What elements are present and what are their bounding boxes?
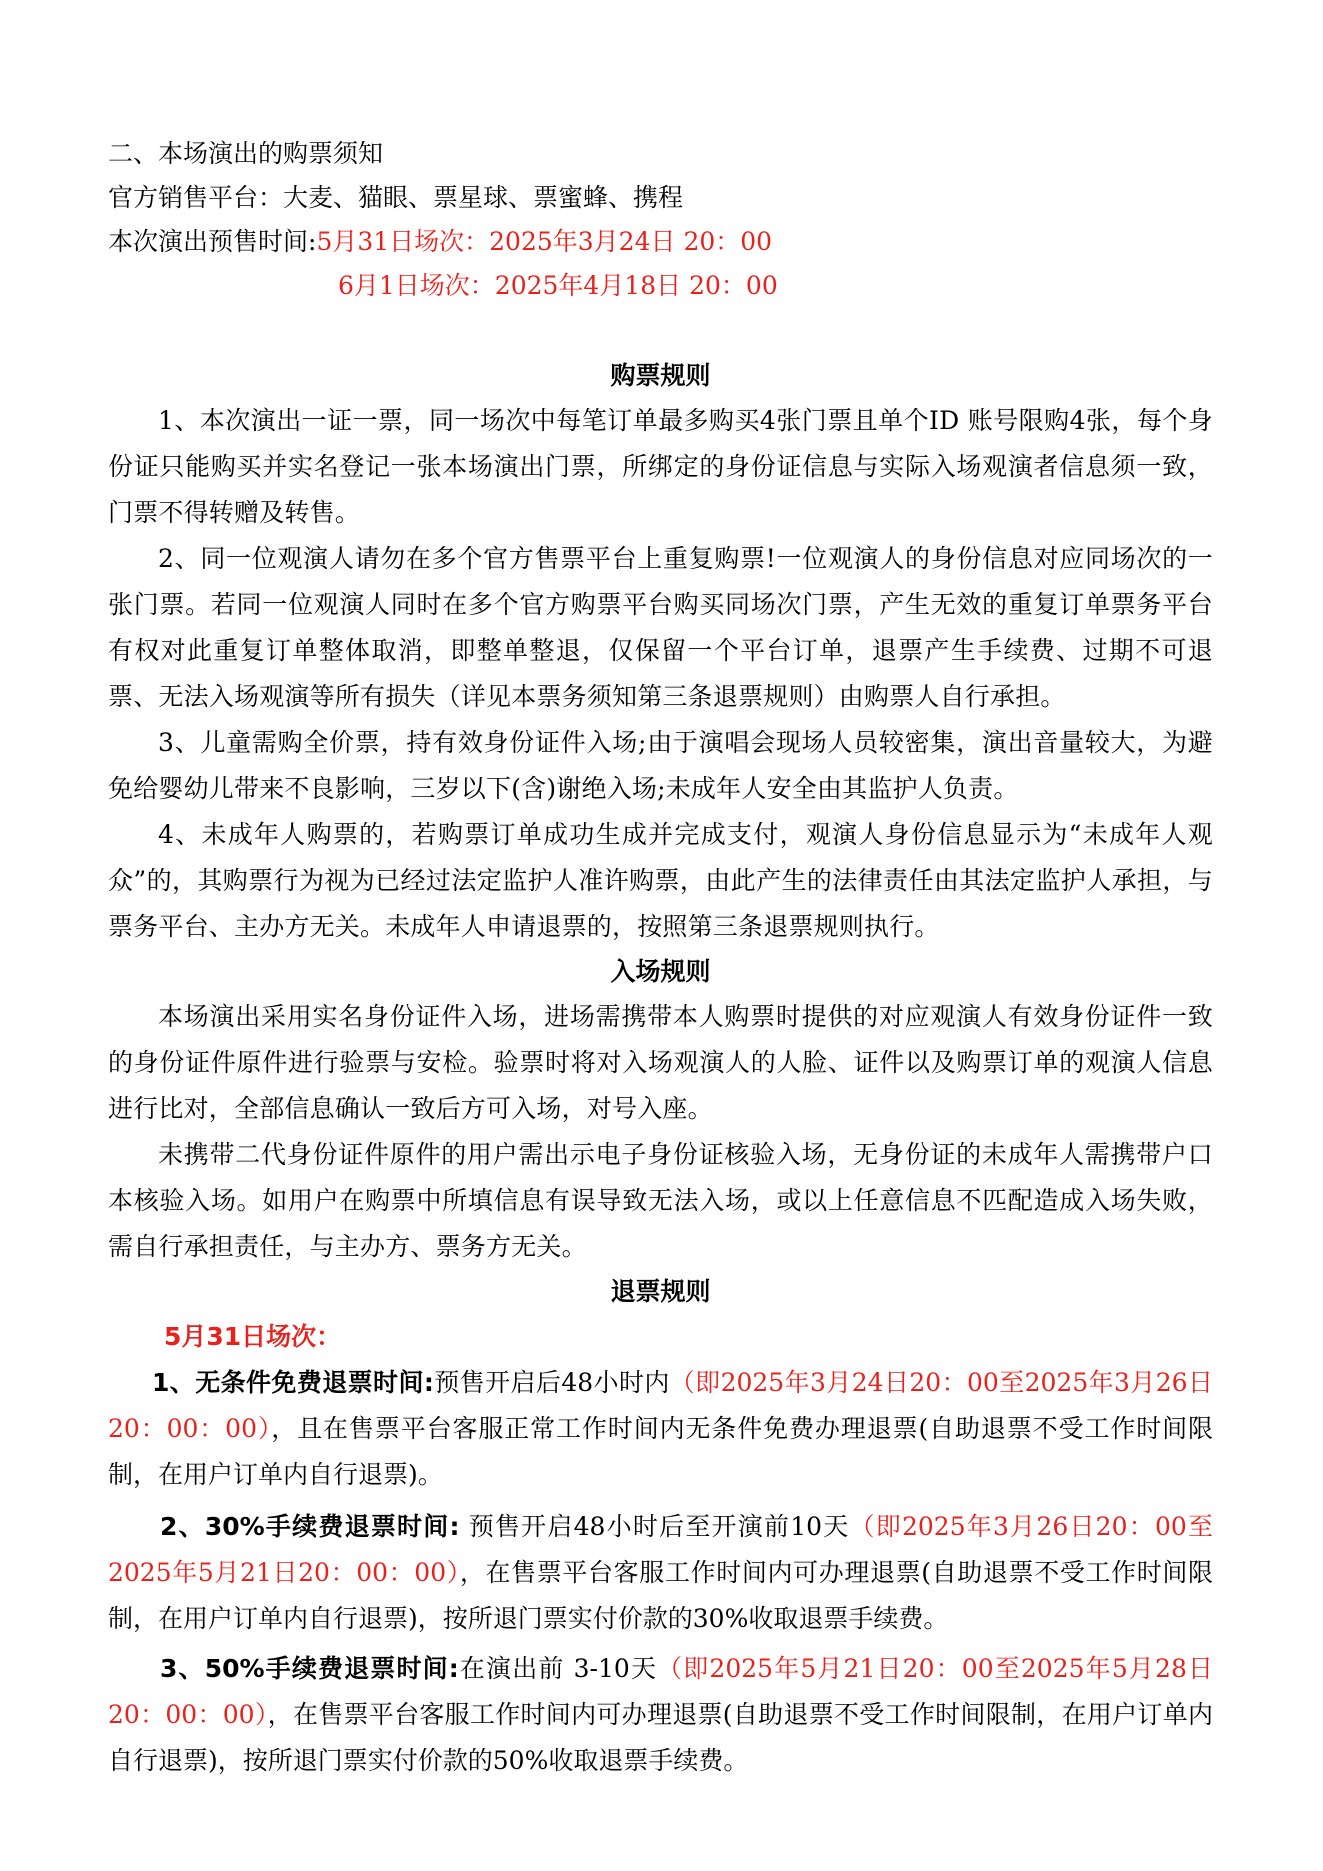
refund-rule-1	[108, 1360, 1213, 1498]
refund-rule-3	[108, 1646, 1213, 1784]
purchase-rule-1: 1、本次演出一证一票，同一场次中每笔订单最多购买4张门票且单个ID 账号限购4张，每个身份证只能购买并实名登记一张本场演出门票，所绑定的身份证信息与实际入场观演者信息须一致，门票不得转赠及转售。	[108, 406, 1213, 527]
purchase-rule-4: 4、未成年人购票的，若购票订单成功生成并完成支付，观演人身份信息显示为“未成年人观众”的，其购票行为视为已经过法定监护人准许购票，由此产生的法律责任由其法定监护人承担，与票务平台、主办方无关。未成年人申请退票的，按照第三条退票规则执行。	[108, 820, 1213, 941]
presale-session-2: 6月1日场次：2025年4月18日 20：00	[338, 271, 778, 300]
purchase-rules-heading: 购票规则	[610, 361, 711, 390]
top-margin	[108, 0, 1213, 132]
spacer	[108, 308, 1213, 354]
entry-rule-2: 未携带二代身份证件原件的用户需出示电子身份证核验入场，无身份证的未成年人需携带户口本核验入场。如用户在购票中所填信息有误导致无法入场，或以上任意信息不匹配造成入场失败，需自行承担责任，与主办方、票务方无关。	[108, 1140, 1213, 1261]
purchase-rule-2: 2、同一位观演人请勿在多个官方售票平台上重复购票!一位观演人的身份信息对应同场次的一张门票。若同一位观演人同时在多个官方购票平台购买同场次门票，产生无效的重复订单票务平台有权对此重复订单整体取消，即整单整退，仅保留一个平台订单，退票产生手续费、过期不可退票、无法入场观演等所有损失（详见本票务须知第三条退票规则）由购票人自行承担。	[108, 544, 1213, 711]
presale-label: 本次演出预售时间:	[108, 227, 317, 256]
entry-rules-heading: 入场规则	[610, 957, 711, 986]
refund-rule-2-text-a: 预售开启48小时后至开演前10天	[459, 1512, 850, 1541]
refund-rules-heading: 退票规则	[610, 1277, 711, 1306]
refund-rule-3-period: （即2025年5月21日20：00至2025年5月28日20：00：00）	[108, 1654, 1214, 1729]
presale-session-1: 5月31日场次：2025年3月24日 20：00	[316, 227, 773, 256]
refund-rule-1-label: 1、无条件免费退票时间:	[152, 1368, 434, 1397]
refund-rule-3-label: 3、50%手续费退票时间:	[160, 1654, 459, 1683]
refund-rule-2-label: 2、30%手续费退票时间:	[160, 1512, 460, 1541]
refund-session-label: 5月31日场次：	[164, 1322, 342, 1351]
platforms-line: 官方销售平台：大麦、猫眼、票星球、票蜜蜂、携程	[108, 183, 684, 212]
presale-line	[108, 220, 1213, 264]
refund-rule-1-text-b: ，且在售票平台客服正常工作时间内无条件免费办理退票(自助退票不受工作时间限制，在用户订单内自行退票)。	[108, 1414, 1213, 1489]
entry-rule-1: 本场演出采用实名身份证件入场，进场需携带本人购票时提供的对应观演人有效身份证件一致的身份证件原件进行验票与安检。验票时将对入场观演人的人脸、证件以及购票订单的观演人信息进行比对，全部信息确认一致后方可入场，对号入座。	[108, 1002, 1213, 1123]
refund-rule-1-period: （即2025年3月24日20：00至2025年3月26日20：00：00）	[108, 1368, 1213, 1443]
refund-rule-3-text-b: ，在售票平台客服工作时间内可办理退票(自助退票不受工作时间限制，在用户订单内自行退票)，按所退门票实付价款的50%收取退票手续费。	[108, 1700, 1213, 1775]
presale-line-2	[108, 264, 1213, 308]
refund-rule-2-period: （即2025年3月26日20：00至2025年5月21日20：00：00）	[108, 1512, 1213, 1587]
refund-rule-2-text-b: ，在售票平台客服工作时间内可办理退票(自助退票不受工作时间限制，在用户订单内自行退票)，按所退门票实付价款的30%收取退票手续费。	[108, 1558, 1213, 1633]
refund-rule-2	[108, 1504, 1213, 1642]
purchase-rule-3: 3、儿童需购全价票，持有效身份证件入场;由于演唱会现场人员较密集，演出音量较大，为避免给婴幼儿带来不良影响，三岁以下(含)谢绝入场;未成年人安全由其监护人负责。	[108, 728, 1213, 803]
refund-rule-1-text-a: 预售开启后48小时内	[433, 1368, 670, 1397]
section-title: 二、本场演出的购票须知	[108, 139, 384, 168]
refund-rule-3-text-a: 在演出前 3-10天	[458, 1654, 658, 1683]
